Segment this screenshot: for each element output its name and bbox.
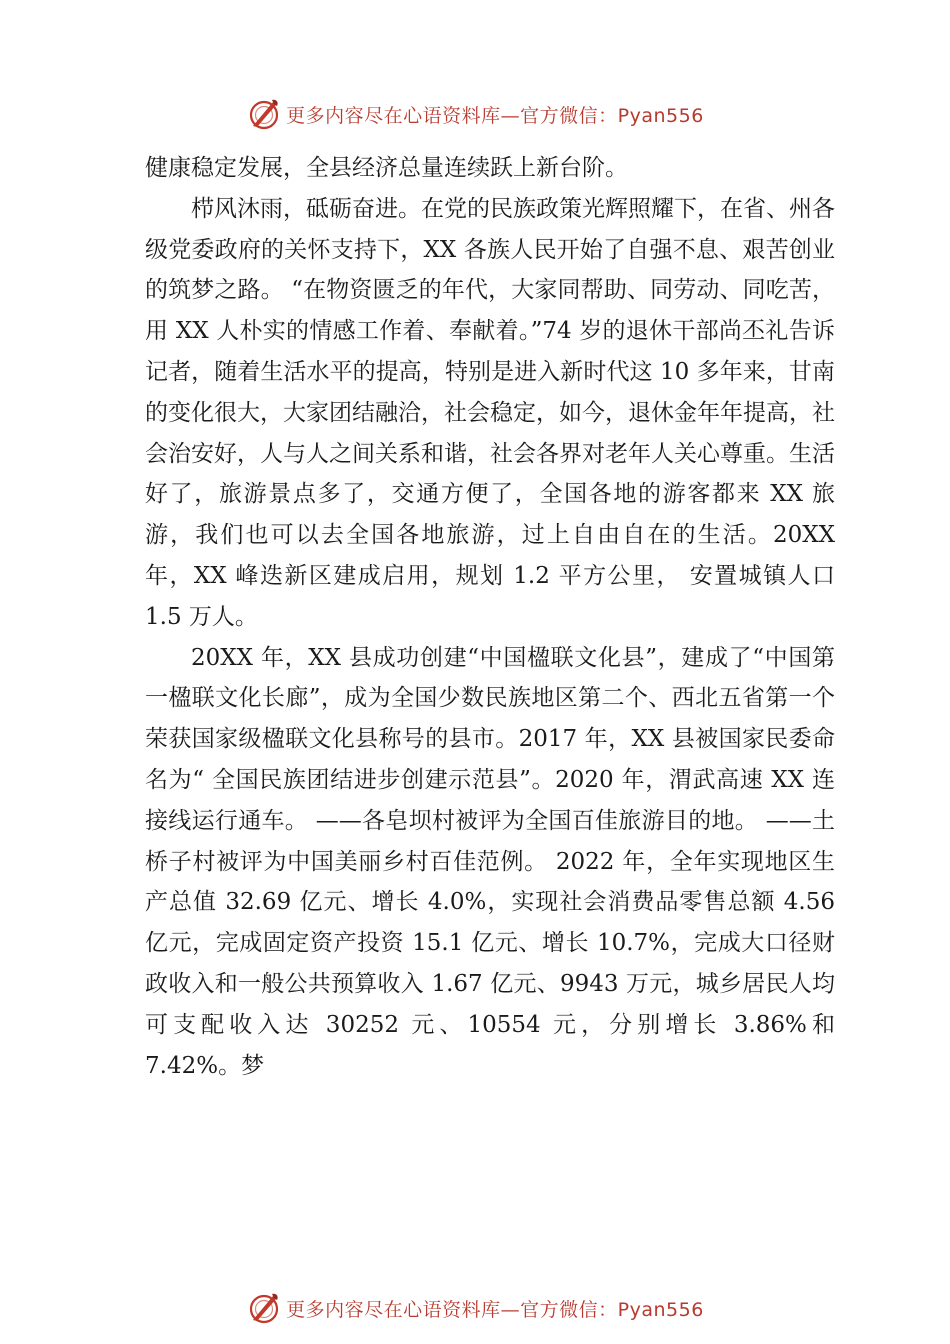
header-banner — [0, 94, 950, 134]
wechat-id: Pyan556 — [617, 104, 704, 127]
quill-pen-seal-icon — [246, 1290, 282, 1326]
quill-pen-seal-icon — [246, 96, 282, 132]
wechat-id: Pyan556 — [617, 1298, 704, 1321]
banner-text: 更多内容尽在心语资料库—官方微信：Pyan556 — [286, 1298, 704, 1321]
paragraph-2: 栉风沐雨，砥砺奋进。在党的民族政策光辉照耀下，在省、州各级党委政府的关怀支持下，XX 各族人民开始了自强不息、艰苦创业的筑梦之路。 “在物资匮乏的年代，大家同帮助、同劳动、同吃苦，用 XX 人朴实的情感工作着、奉献着。”74 岁的退休干部尚丕礼告诉记者，随着生活水平的提高，特别是进入新时代这 10 多年来，甘南的变化很大，大家团结融洽，社会稳定，如今，退休金年年提高，社会治安好，人与人之间关系和谐，社会各界对老年人关心尊重。生活好了，旅游景点多了，交通方便了，全国各地的游客都来 XX 旅游，我们也可以去全国各地旅游，过上自由自在的生活。20XX 年，XX 峰迭新区建成启用，规划 1.2 平方公里， 安置城镇人口 1.5 万人。 — [145, 195, 835, 630]
paragraph-3: 20XX 年，XX 县成功创建“中国楹联文化县”，建成了“中国第一楹联文化长廊”，成为全国少数民族地区第二个、西北五省第一个荣获国家级楹联文化县称号的县市。2017 年，XX 县被国家民委命名为“ 全国民族团结进步创建示范县”。2020 年，渭武高速 XX 连接线运行通车。 ——各皂坝村被评为全国百佳旅游目的地。 ——土桥子村被评为中国美丽乡村百佳范例。 2022 年，全年实现地区生产总值 32.69 亿元、增长 4.0%，实现社会消费品零售总额 4.56 亿元，完成固定资产投资 15.1 亿元、增长 10.7%，完成大口径财政收入和一般公共预算收入 1.67 亿元、9943 万元，城乡居民人均可支配收入达 30252 元、10554 元，分别增长 3.86%和 7.42%。梦 — [145, 644, 835, 1079]
document-body — [145, 148, 835, 1086]
footer-banner — [0, 1288, 950, 1328]
banner-text: 更多内容尽在心语资料库—官方微信：Pyan556 — [286, 104, 704, 127]
paragraph-1: 健康稳定发展，全县经济总量连续跃上新台阶。 — [145, 155, 628, 181]
